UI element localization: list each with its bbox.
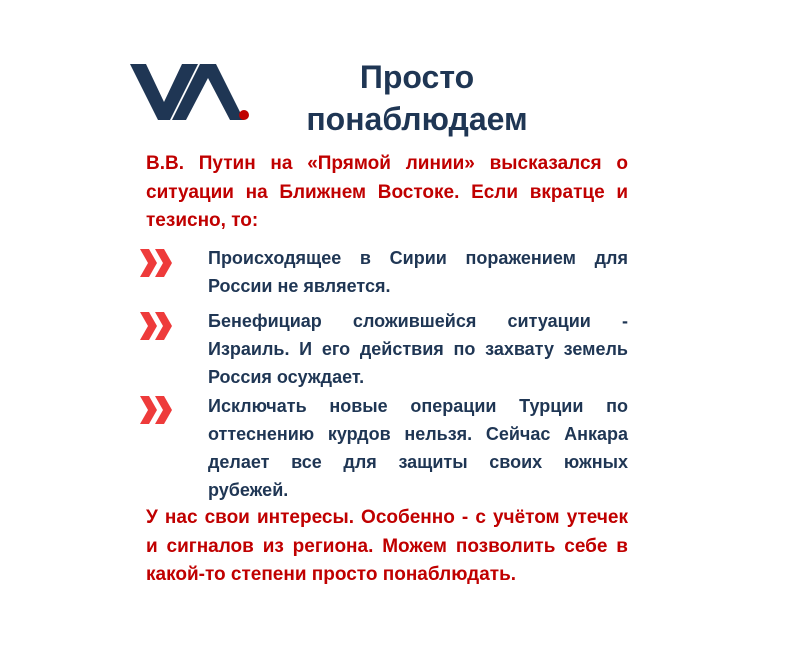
bullet-text: Происходящее в Сирии поражением для России не является. [208, 248, 628, 296]
lead-paragraph: В.В. Путин на «Прямой линии» высказался о ситуации на Ближнем Востоке. Если вкратце и тезисно, то: [146, 153, 628, 231]
va-logo-icon [130, 52, 252, 132]
double-chevron-right-icon [140, 396, 176, 424]
bullet-text: Бенефициар сложившейся ситуации - Израиль. И его действия по захвату земель Россия осуждает. [208, 311, 628, 387]
title-line-1: Просто [359, 59, 475, 95]
bullet-text: Исключать новые операции Турции по оттеснению курдов нельзя. Сейчас Анкара делает все для защиты своих южных рубежей. [208, 396, 628, 500]
page-title [286, 56, 548, 140]
double-chevron-right-icon [140, 249, 176, 277]
title-line-2: понаблюдаем [306, 101, 528, 137]
closing-paragraph: У нас свои интересы. Особенно - с учётом утечек и сигналов из региона. Можем позволить себе в какой-то степени просто понаблюдать. [146, 507, 628, 585]
double-chevron-right-icon [140, 312, 176, 340]
